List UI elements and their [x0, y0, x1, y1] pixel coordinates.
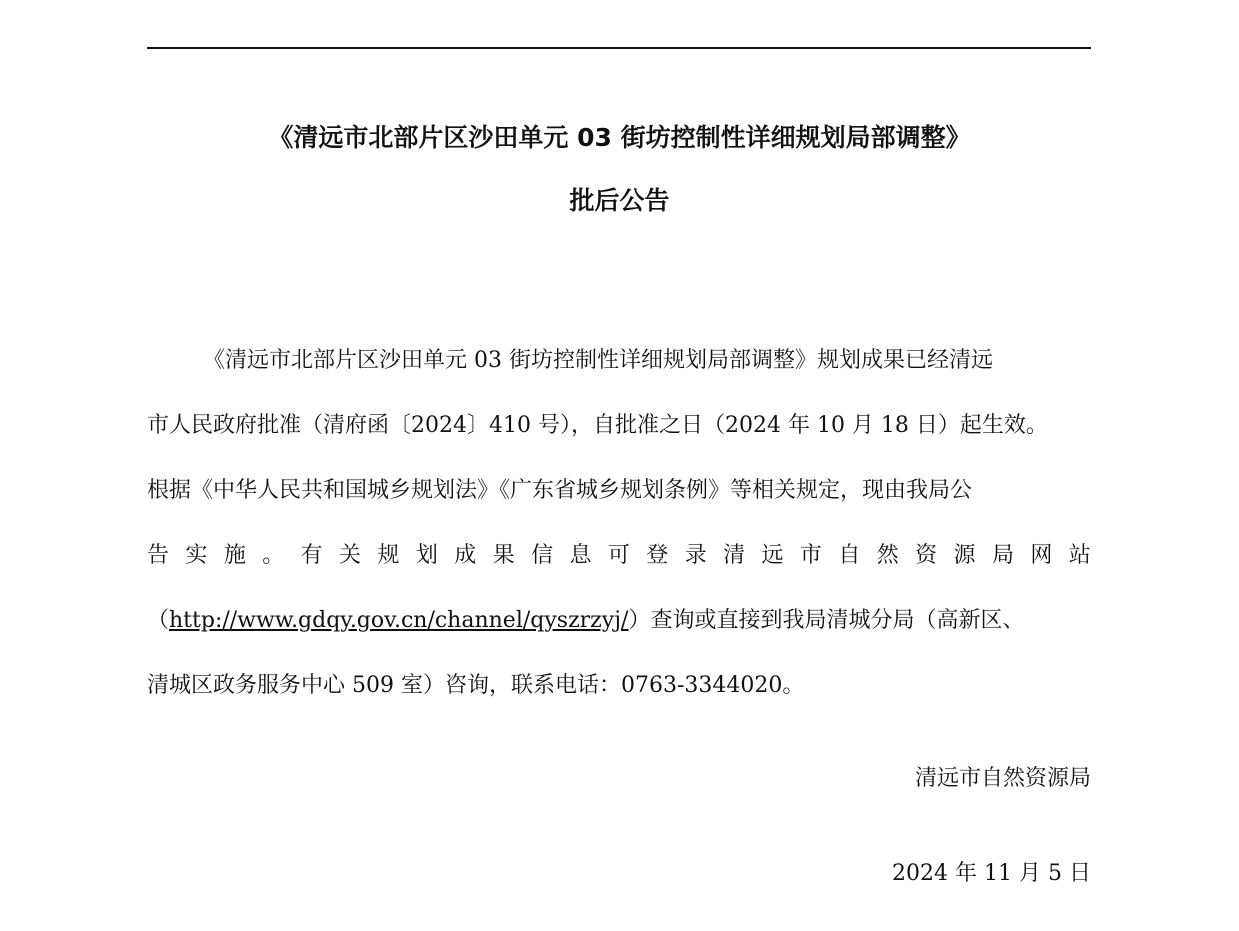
justified-char: 远: [761, 543, 784, 568]
justified-char: 实: [185, 543, 208, 568]
justified-char: 信: [531, 543, 554, 568]
document-title: 《清远市北部片区沙田单元 03 街坊控制性详细规划局部调整》: [268, 123, 971, 152]
justified-char: 然: [876, 543, 899, 568]
justified-char: 。: [262, 543, 285, 568]
justified-char: 资: [915, 543, 938, 568]
justified-char: 局: [991, 543, 1014, 568]
website-link[interactable]: http://www.gdqy.gov.cn/channel/qyszrzyj/: [169, 608, 629, 633]
justified-char: 规: [377, 543, 400, 568]
justified-char: 有: [300, 543, 323, 568]
justified-char: 自: [838, 543, 861, 568]
body-line-6: 清城区政务服务中心 509 室）咨询，联系电话：0763-3344020。: [147, 673, 805, 698]
body-line-4: [147, 539, 1091, 573]
body-line-3: 根据《中华人民共和国城乡规划法》《广东省城乡规划条例》等相关规定，现由我局公: [147, 478, 973, 503]
justified-char: 施: [223, 543, 246, 568]
header-rule: [147, 47, 1091, 49]
justified-char: 关: [339, 543, 362, 568]
body-line-2: 市人民政府批准（清府函〔2024〕410 号），自批准之日（2024 年 10 月 18 日）起生效。: [147, 413, 1048, 438]
justified-char: 登: [646, 543, 669, 568]
justified-char: 可: [607, 543, 630, 568]
justified-char: 录: [684, 543, 707, 568]
justified-char: 告: [147, 543, 170, 568]
document-subtitle: 批后公告: [569, 186, 670, 215]
url-close-paren-text: ）查询或直接到我局清城分局（高新区、: [628, 608, 1025, 633]
justified-char: 市: [799, 543, 822, 568]
url-open-paren: （: [147, 608, 170, 633]
justified-char: 清: [723, 543, 746, 568]
justified-char: 息: [569, 543, 592, 568]
justified-char: 站: [1068, 543, 1091, 568]
justified-char: 果: [492, 543, 515, 568]
justified-char: 源: [953, 543, 976, 568]
issue-date: 2024 年 11 月 5 日: [892, 861, 1091, 886]
issuing-organization: 清远市自然资源局: [914, 766, 1091, 791]
justified-char: 网: [1030, 543, 1053, 568]
body-line-5: [147, 604, 1091, 638]
body-line-1: 《清远市北部片区沙田单元 03 街坊控制性详细规划局部调整》规划成果已经清远: [203, 348, 993, 373]
justified-char: 划: [415, 543, 438, 568]
justified-char: 成: [454, 543, 477, 568]
